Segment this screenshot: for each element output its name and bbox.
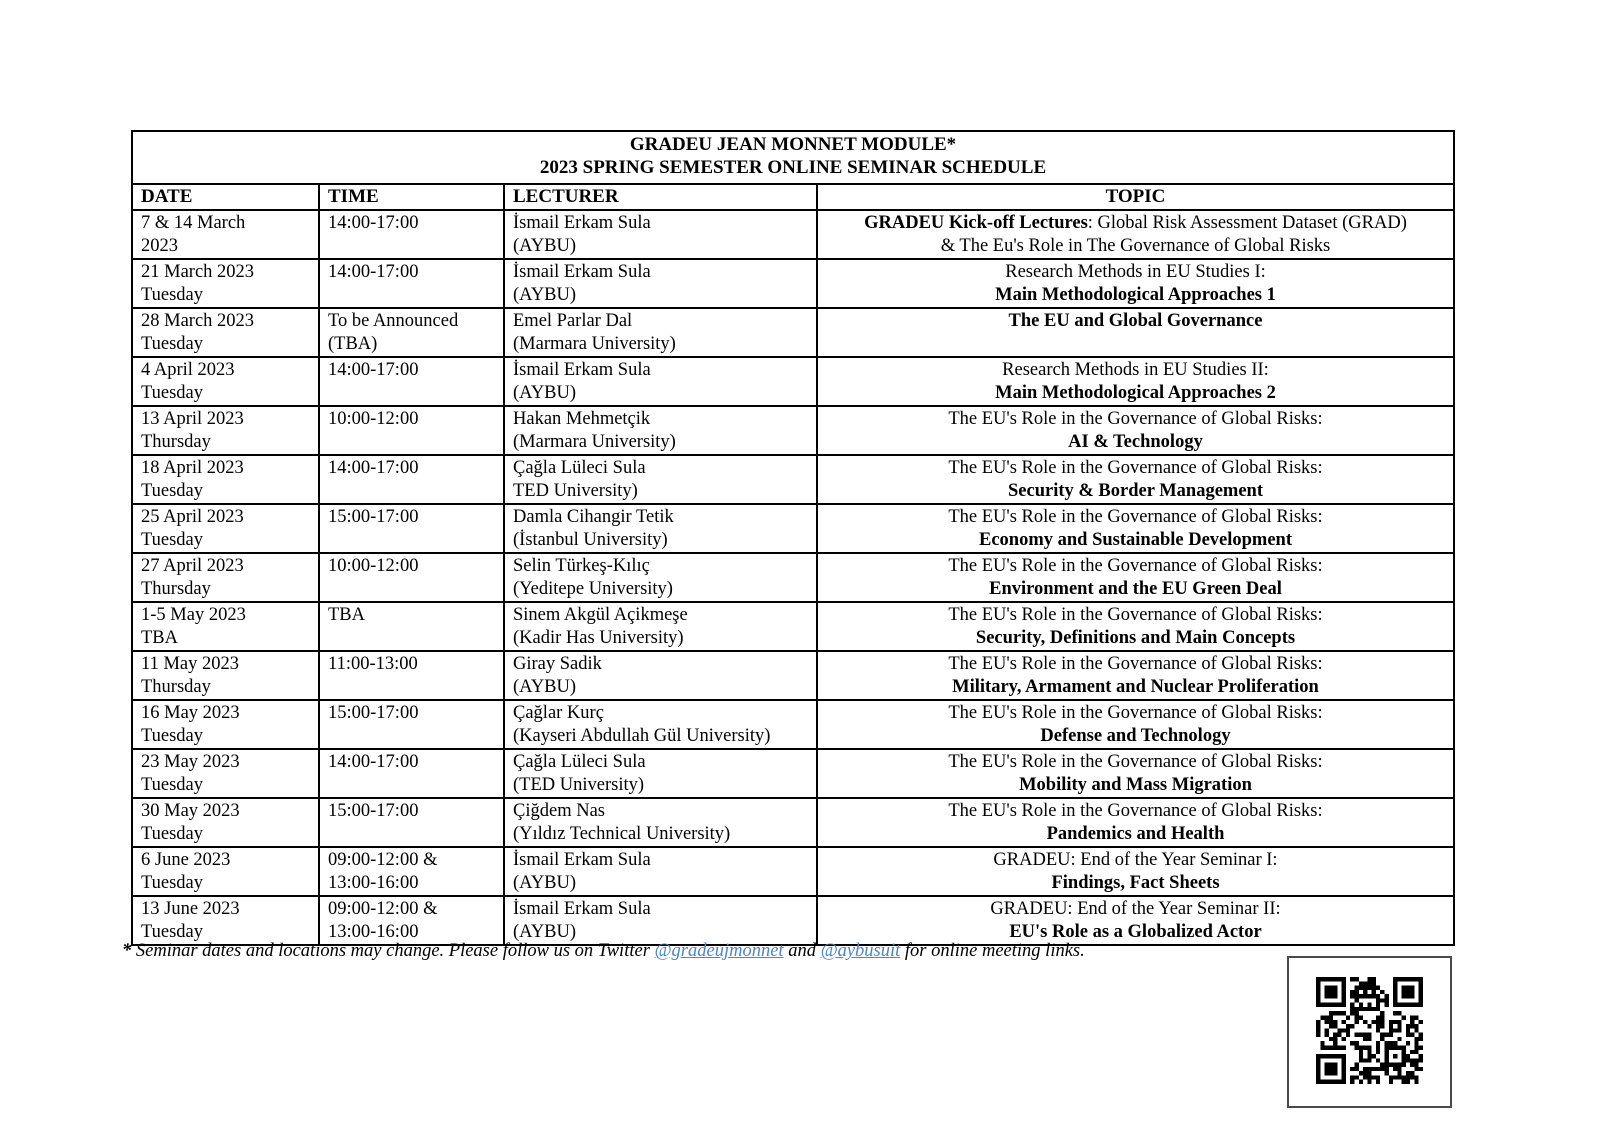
time-cell: 15:00-17:00 — [319, 700, 504, 749]
table-row — [132, 847, 1454, 896]
table-row — [132, 210, 1454, 259]
lecturer-cell: Emel Parlar Dal (Marmara University) — [504, 308, 817, 357]
lecturer-cell: Çağla Lüleci Sula (TED University) — [504, 749, 817, 798]
time-cell: 15:00-17:00 — [319, 798, 504, 847]
topic-cell: The EU's Role in the Governance of Global Risks: Environment and the EU Green Deal — [817, 553, 1454, 602]
qr-code — [1316, 977, 1423, 1084]
lecturer-cell: Çağlar Kurç (Kayseri Abdullah Gül University) — [504, 700, 817, 749]
topic-cell: The EU's Role in the Governance of Global Risks: Military, Armament and Nuclear Proliferation — [817, 651, 1454, 700]
table-row — [132, 651, 1454, 700]
lecturer-cell: Damla Cihangir Tetik (İstanbul University) — [504, 504, 817, 553]
footnote-text-prefix: Seminar dates and locations may change. Please follow us on Twitter — [131, 941, 655, 961]
date-cell: 13 April 2023 Thursday — [132, 406, 319, 455]
topic-cell: GRADEU: End of the Year Seminar II: EU's Role as a Globalized Actor — [817, 896, 1454, 945]
twitter-link-aybusuit[interactable]: @aybusuit — [820, 941, 901, 961]
lecturer-cell: İsmail Erkam Sula (AYBU) — [504, 357, 817, 406]
footnote — [122, 939, 1272, 963]
topic-cell: The EU's Role in the Governance of Global Risks: Economy and Sustainable Development — [817, 504, 1454, 553]
time-cell: 15:00-17:00 — [319, 504, 504, 553]
time-cell: TBA — [319, 602, 504, 651]
table-row — [132, 798, 1454, 847]
date-cell: 11 May 2023 Thursday — [132, 651, 319, 700]
footnote-asterisk: * — [122, 941, 132, 961]
date-cell: 1-5 May 2023 TBA — [132, 602, 319, 651]
topic-cell: The EU's Role in the Governance of Global Risks: AI & Technology — [817, 406, 1454, 455]
table-body — [132, 210, 1454, 945]
date-cell: 4 April 2023 Tuesday — [132, 357, 319, 406]
twitter-link-gradeujmonnet[interactable]: @gradeujmonnet — [654, 941, 784, 961]
seminar-schedule-table — [131, 130, 1455, 946]
table-row — [132, 896, 1454, 945]
time-cell: To be Announced (TBA) — [319, 308, 504, 357]
time-cell: 09:00-12:00 & 13:00-16:00 — [319, 896, 504, 945]
date-cell: 16 May 2023 Tuesday — [132, 700, 319, 749]
topic-cell: The EU's Role in the Governance of Global Risks: Security, Definitions and Main Concepts — [817, 602, 1454, 651]
date-cell: 28 March 2023 Tuesday — [132, 308, 319, 357]
topic-cell: GRADEU: End of the Year Seminar I: Findings, Fact Sheets — [817, 847, 1454, 896]
table-header-row — [132, 184, 1454, 210]
qr-code-box — [1287, 956, 1452, 1108]
topic-cell: The EU and Global Governance — [817, 308, 1454, 357]
col-header-date: DATE — [132, 184, 319, 210]
time-cell: 10:00-12:00 — [319, 406, 504, 455]
table-row — [132, 406, 1454, 455]
lecturer-cell: Hakan Mehmetçik (Marmara University) — [504, 406, 817, 455]
table-row — [132, 749, 1454, 798]
topic-cell: GRADEU Kick-off Lectures: Global Risk Assessment Dataset (GRAD) & The Eu's Role in The Governance of Global Risks — [817, 210, 1454, 259]
lecturer-cell: Giray Sadik (AYBU) — [504, 651, 817, 700]
table-row — [132, 504, 1454, 553]
col-header-lecturer: LECTURER — [504, 184, 817, 210]
table-title — [132, 131, 1454, 184]
table-row — [132, 602, 1454, 651]
lecturer-cell: İsmail Erkam Sula (AYBU) — [504, 259, 817, 308]
topic-cell: Research Methods in EU Studies I: Main Methodological Approaches 1 — [817, 259, 1454, 308]
lecturer-cell: Selin Türkeş-Kılıç (Yeditepe University) — [504, 553, 817, 602]
lecturer-cell: Sinem Akgül Açikmeşe (Kadir Has University) — [504, 602, 817, 651]
date-cell: 27 April 2023 Thursday — [132, 553, 319, 602]
date-cell: 7 & 14 March 2023 — [132, 210, 319, 259]
date-cell: 6 June 2023 Tuesday — [132, 847, 319, 896]
date-cell: 23 May 2023 Tuesday — [132, 749, 319, 798]
topic-cell: Research Methods in EU Studies II: Main Methodological Approaches 2 — [817, 357, 1454, 406]
lecturer-cell: Çağla Lüleci Sula TED University) — [504, 455, 817, 504]
time-cell: 09:00-12:00 & 13:00-16:00 — [319, 847, 504, 896]
date-cell: 30 May 2023 Tuesday — [132, 798, 319, 847]
topic-cell: The EU's Role in the Governance of Global Risks: Security & Border Management — [817, 455, 1454, 504]
time-cell: 11:00-13:00 — [319, 651, 504, 700]
time-cell: 14:00-17:00 — [319, 210, 504, 259]
topic-cell: The EU's Role in the Governance of Global Risks: Mobility and Mass Migration — [817, 749, 1454, 798]
topic-cell: The EU's Role in the Governance of Global Risks: Defense and Technology — [817, 700, 1454, 749]
lecturer-cell: İsmail Erkam Sula (AYBU) — [504, 210, 817, 259]
date-cell: 21 March 2023 Tuesday — [132, 259, 319, 308]
time-cell: 14:00-17:00 — [319, 749, 504, 798]
table-row — [132, 700, 1454, 749]
table-row — [132, 455, 1454, 504]
col-header-topic: TOPIC — [817, 184, 1454, 210]
lecturer-cell: Çiğdem Nas (Yıldız Technical University) — [504, 798, 817, 847]
title-line-2: 2023 SPRING SEMESTER ONLINE SEMINAR SCHEDULE — [539, 157, 1047, 178]
table-row — [132, 259, 1454, 308]
title-line-1: GRADEU JEAN MONNET MODULE* — [629, 134, 957, 155]
date-cell: 13 June 2023 Tuesday — [132, 896, 319, 945]
time-cell: 14:00-17:00 — [319, 455, 504, 504]
time-cell: 14:00-17:00 — [319, 259, 504, 308]
lecturer-cell: İsmail Erkam Sula (AYBU) — [504, 896, 817, 945]
lecturer-cell: İsmail Erkam Sula (AYBU) — [504, 847, 817, 896]
topic-cell: The EU's Role in the Governance of Global Risks: Pandemics and Health — [817, 798, 1454, 847]
time-cell: 14:00-17:00 — [319, 357, 504, 406]
time-cell: 10:00-12:00 — [319, 553, 504, 602]
table-row — [132, 553, 1454, 602]
date-cell: 18 April 2023 Tuesday — [132, 455, 319, 504]
footnote-text-suffix: for online meeting links. — [900, 941, 1085, 961]
table-row — [132, 308, 1454, 357]
footnote-text-middle: and — [783, 941, 821, 961]
date-cell: 25 April 2023 Tuesday — [132, 504, 319, 553]
col-header-time: TIME — [319, 184, 504, 210]
table-row — [132, 357, 1454, 406]
